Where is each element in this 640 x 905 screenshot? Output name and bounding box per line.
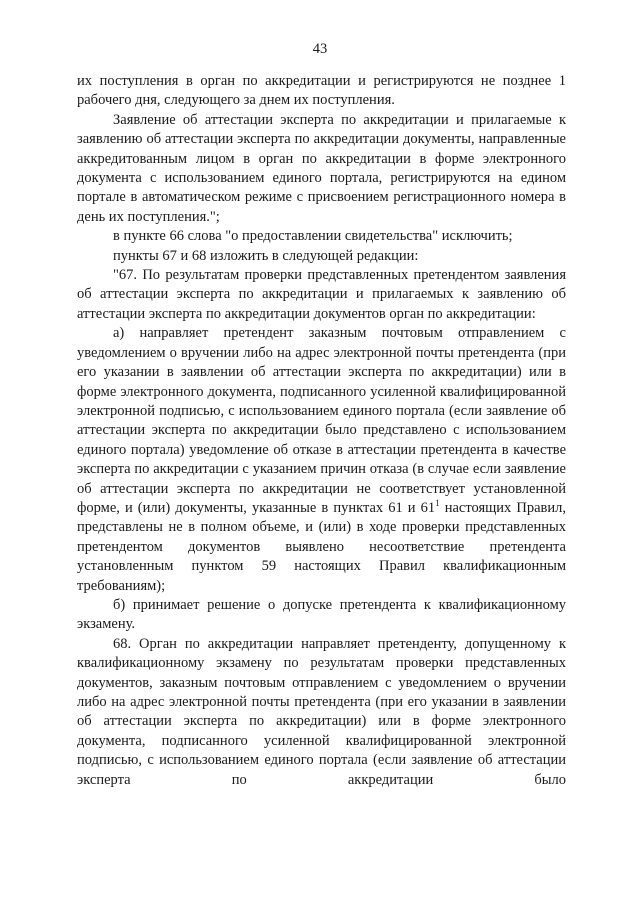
paragraph: их поступления в орган по аккредитации и регистрируются не позднее 1 рабочего дня, следующего за днем их поступления. [77,73,566,109]
page-number: 43 [312,41,328,57]
paragraph: Заявление об аттестации эксперта по аккредитации и прилагаемые к заявлению об аттестации эксперта по аккредитации документы, направленные аккредитованным лицом в орган по аккредитации в форме электронного документа с использованием единого портала, регистрируются на едином портале в автоматическом режиме с присвоением регистрационного номера в день их поступления."; [77,111,566,225]
paragraph-text: а) направляет претендент заказным почтовым отправлением с уведомлением о вручении либо на адрес электронной почты претендента (при его указании в заявлении об аттестации эксперта по аккредитации) или в форме электронного документа, подписанного усиленной квалифицированной электронной подписью, с использованием единого портала (если заявление об аттестации эксперта по аккредитации было представлено с использованием единого портала) уведомление об отказе в аттестации претендента в качестве эксперта по аккредитации с указанием причин отказа (в случае если заявление об аттестации эксперта по аккредитации не соответствует установленной форме, и (или) документы, указанные в пунктах 61 и 61 [77,325,566,516]
paragraph: в пункте 66 слова "о предоставлении свидетельства" исключить; [113,228,513,245]
paragraph: б) принимает решение о допуске претендента к квалификационному экзамену. [77,596,566,633]
paragraph-text: настоящих Правил, представлены не в полном объеме, и (или) в ходе проверки представленных претендентом документов выявлено несоответствие претендента установленным пунктом 59 настоящих Правил квалификационным требованиям); [77,499,566,594]
paragraph: "67. По результатам проверки представленных претендентом заявления об аттестации эксперта по аккредитации и прилагаемых к заявлению об аттестации эксперта по аккредитации документов орган по аккредитации: [77,267,566,322]
paragraph: пункты 67 и 68 изложить в следующей редакции: [113,247,419,264]
paragraph [77,324,566,596]
document-body [77,72,566,790]
paragraph: 68. Орган по аккредитации направляет претенденту, допущенному к квалификационному экзамену по результатам проверки представленных документов, заказным почтовым отправлением с уведомлением о вручении либо на адрес электронной почты претендента (при его указании в заявлении об аттестации эксперта по аккредитации) или в форме электронного документа, подписанного усиленной квалифицированной электронной подписью, с использованием единого портала (если заявление об аттестации эксперта по аккредитации было [77,635,566,788]
superscript: 1 [435,498,440,509]
